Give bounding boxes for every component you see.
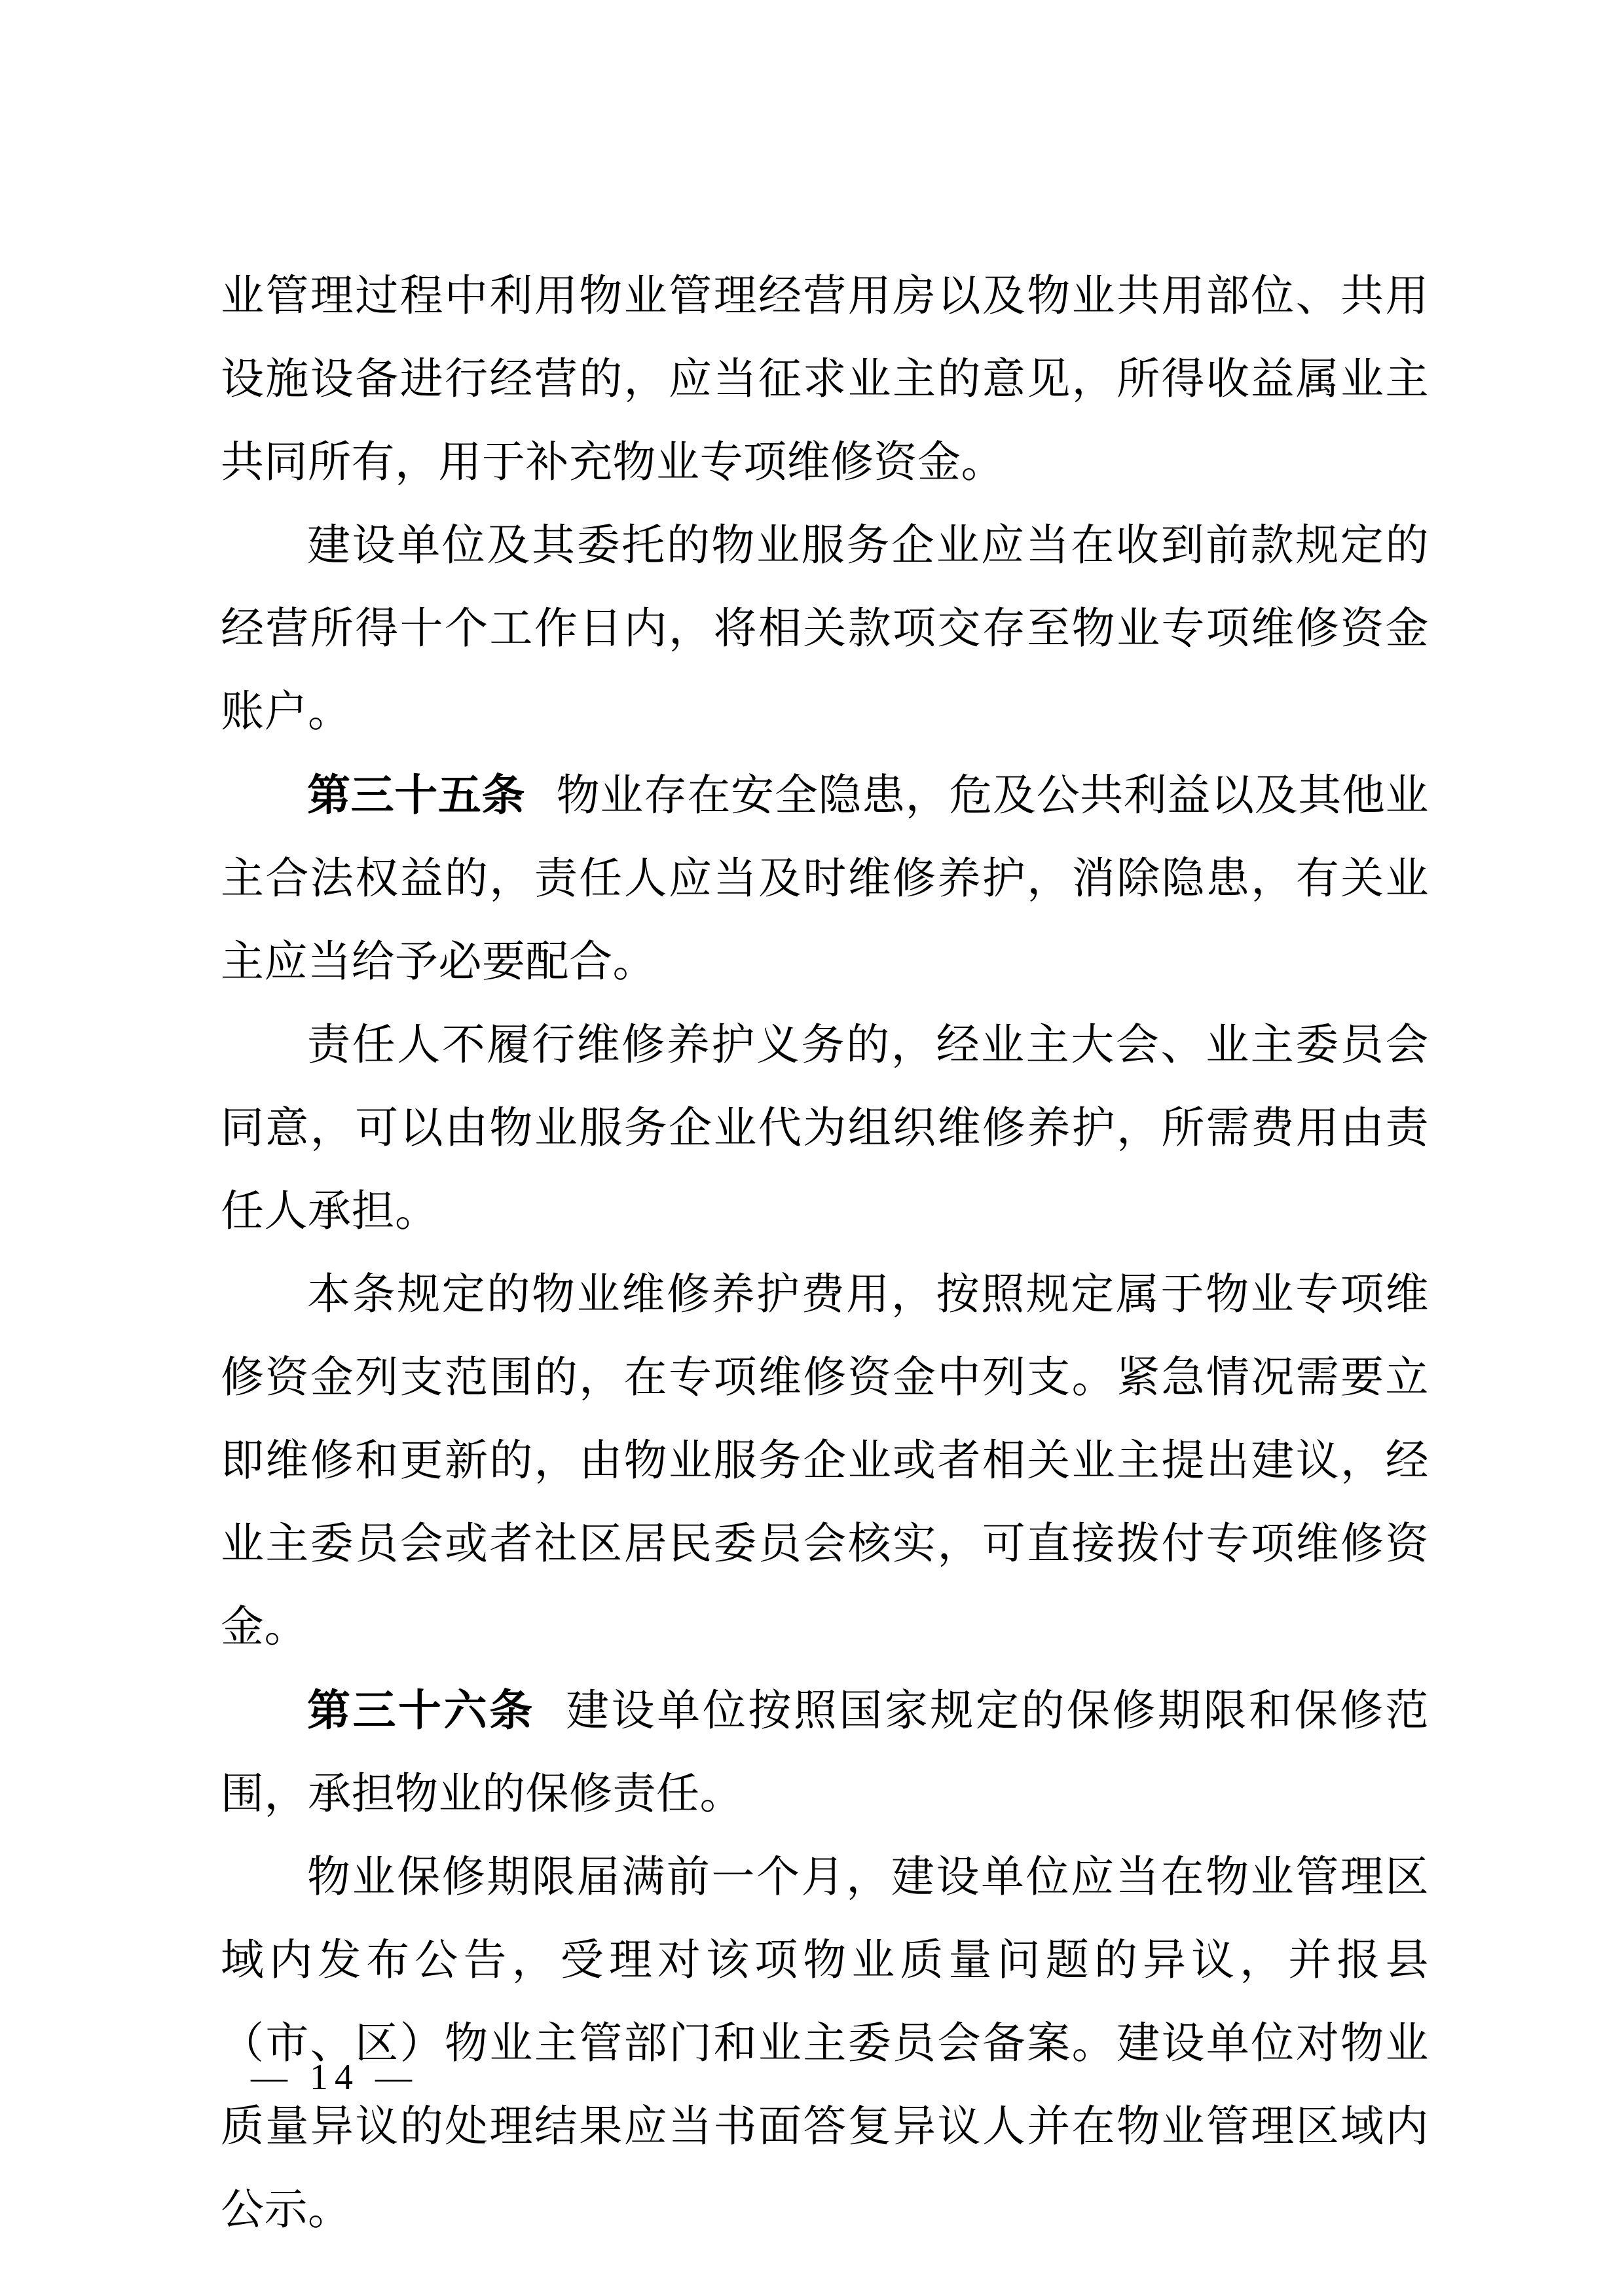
paragraph xyxy=(221,504,1429,754)
paragraph-text: 物业保修期限届满前一个月，建设单位应当在物业管理区域内发布公告，受理对该项物业质量问题的异议，并报县（市、区）物业主管部门和业主委员会备案。建设单位对物业质量异议的处理结果应当书面答复异议人并在物业管理区域内公示。 xyxy=(221,1853,1429,2234)
paragraph-text: 建设单位及其委托的物业服务企业应当在收到前款规定的经营所得十个工作日内，将相关款项交存至物业专项维修资金账户。 xyxy=(221,522,1429,736)
paragraph-continuation xyxy=(221,255,1429,504)
paragraph-text: 责任人不履行维修养护义务的，经业主大会、业主委员会同意，可以由物业服务企业代为组织维修养护，所需费用由责任人承担。 xyxy=(221,1021,1429,1235)
paragraph-article-36 xyxy=(221,1669,1429,1836)
document-body xyxy=(221,255,1429,2251)
paragraph-text: 本条规定的物业维修养护费用，按照规定属于物业专项维修资金列支范围的，在专项维修资金中列支。紧急情况需要立即维修和更新的，由物业服务企业或者相关业主提出建议，经业主委员会或者社区居民委员会核实，可直接拨付专项维修资金。 xyxy=(221,1271,1429,1651)
paragraph-text: 物业存在安全隐患，危及公共利益以及其他业主合法权益的，责任人应当及时维修养护，消除隐患，有关业主应当给予必要配合。 xyxy=(221,772,1430,986)
paragraph-text: 建设单位按照国家规定的保修期限和保修范围，承担物业的保修责任。 xyxy=(221,1687,1430,1818)
article-number: 第三十五条 xyxy=(307,771,526,819)
page-number: — 14 — xyxy=(251,2057,418,2098)
paragraph xyxy=(221,1253,1429,1669)
paragraph xyxy=(221,1836,1429,2251)
paragraph xyxy=(221,1004,1429,1253)
article-number: 第三十六条 xyxy=(307,1686,535,1734)
paragraph-text: 业管理过程中利用物业管理经营用房以及物业共用部位、共用设施设备进行经营的，应当征求业主的意见，所得收益属业主共同所有，用于补充物业专项维修资金。 xyxy=(221,272,1429,486)
paragraph-article-35 xyxy=(221,754,1429,1004)
